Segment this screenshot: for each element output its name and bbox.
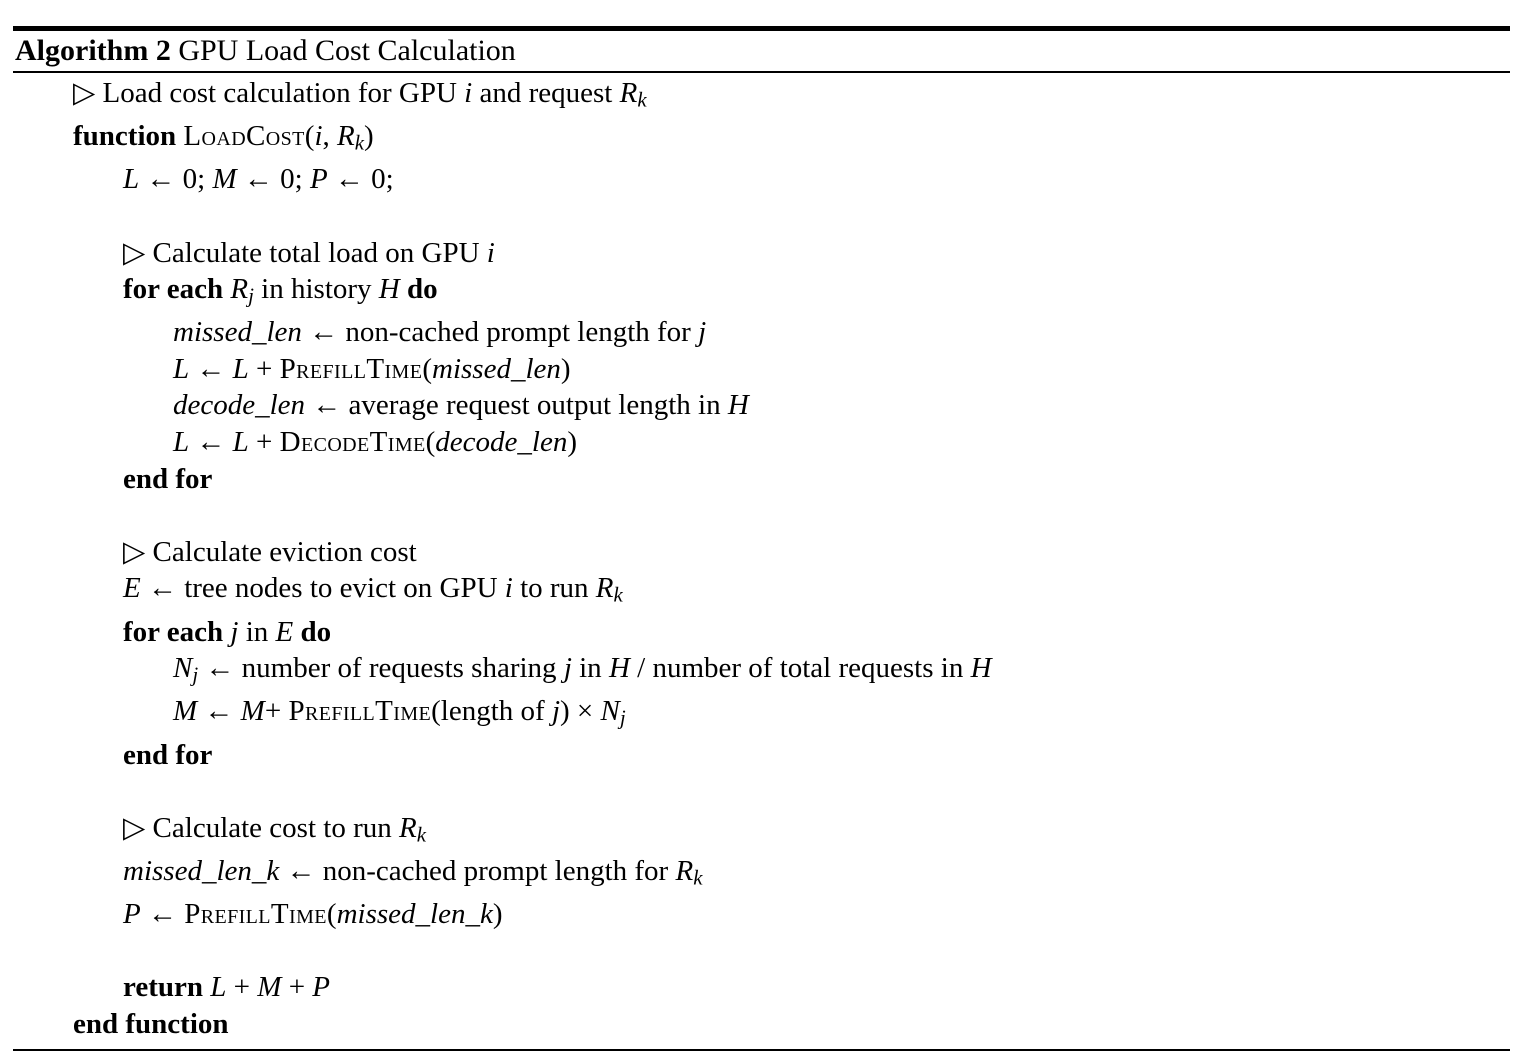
code-segment: DecodeTime [279, 426, 426, 459]
code-segment: + [264, 695, 289, 728]
code-segment: j [698, 316, 707, 349]
code-segment: E [275, 615, 294, 648]
code-segment: do [300, 615, 332, 648]
code-segment: decode_len [435, 426, 568, 459]
code-line [13, 650, 1510, 693]
code-segment: ) [363, 120, 374, 153]
code-segment: H [608, 652, 630, 685]
algorithm-header [13, 31, 1510, 71]
code-segment: j [551, 695, 561, 728]
code-line [13, 693, 1510, 736]
code-segment: L [123, 163, 140, 196]
code-segment: ( [422, 352, 432, 385]
code-segment: in [571, 652, 609, 685]
blank-line [13, 773, 1510, 810]
algorithm-block [13, 26, 1510, 1051]
code-segment: for each [123, 273, 231, 306]
code-segment: ← number of requests sharing [198, 652, 564, 685]
algorithm-label: Algorithm 2 [15, 34, 171, 67]
code-segment: , [322, 120, 337, 153]
code-line [13, 810, 1510, 853]
code-segment: missed_len_k [123, 854, 280, 887]
code-segment: M [240, 695, 265, 728]
code-segment: E [123, 572, 141, 605]
code-segment: ← [197, 695, 241, 728]
code-line [13, 235, 1510, 272]
code-segment: j [619, 705, 626, 730]
algorithm-body [13, 73, 1510, 1049]
code-segment: ) [567, 426, 578, 459]
code-line [13, 969, 1510, 1006]
code-segment: in history [253, 273, 379, 306]
code-segment: ) [492, 898, 503, 931]
code-line [13, 75, 1510, 118]
code-segment: R [675, 854, 694, 887]
code-segment: H [727, 389, 749, 422]
code-segment: P [312, 971, 331, 1004]
code-line [13, 853, 1510, 896]
code-line [13, 161, 1510, 198]
code-line [13, 614, 1510, 651]
code-segment: i [504, 572, 513, 605]
code-segment: R [230, 273, 249, 306]
code-line [13, 387, 1510, 424]
code-segment: j [563, 652, 572, 685]
code-segment: for each [123, 615, 231, 648]
code-segment: ▷ Load cost calculation for GPU [73, 77, 465, 109]
code-segment: return [123, 971, 211, 1004]
code-segment: ▷ Calculate cost to run [123, 811, 399, 844]
code-segment: k [613, 583, 623, 608]
code-segment: function [73, 120, 184, 153]
code-segment: + [226, 971, 258, 1004]
code-segment: i [314, 120, 323, 153]
algorithm-title: GPU Load Cost Calculation [170, 34, 516, 67]
code-line [13, 351, 1510, 388]
code-segment: LoadCost [183, 120, 305, 153]
code-segment: ) [560, 352, 571, 385]
code-segment: M [173, 695, 198, 728]
code-line [13, 118, 1510, 161]
code-segment: decode_len [173, 389, 306, 422]
code-segment: k [693, 865, 703, 890]
code-segment: ▷ Calculate eviction cost [123, 535, 417, 568]
code-segment: ( [425, 426, 436, 459]
code-segment: k [416, 822, 426, 847]
code-line [13, 737, 1510, 774]
code-segment: R [595, 572, 614, 605]
code-segment: L [173, 426, 190, 459]
code-segment: M [212, 163, 237, 196]
code-line [13, 271, 1510, 314]
code-line [13, 461, 1510, 498]
code-line [13, 896, 1510, 933]
code-segment: PrefillTime [184, 898, 327, 931]
code-segment: ← 0; [236, 163, 310, 196]
code-segment: ( [326, 898, 337, 931]
code-segment [400, 273, 407, 305]
code-segment: L [173, 352, 190, 385]
code-segment: (length of [431, 695, 552, 728]
code-segment: H [970, 652, 992, 685]
code-segment: ← tree nodes to evict on GPU [140, 572, 505, 605]
code-segment: ← [140, 898, 185, 931]
code-segment: L [232, 426, 249, 459]
code-segment: j [192, 662, 199, 687]
code-segment: PrefillTime [279, 352, 423, 385]
code-segment: i [486, 236, 495, 269]
code-segment: + [248, 426, 280, 459]
code-segment: ← 0; [139, 163, 213, 196]
code-segment: in [238, 615, 276, 648]
code-line [13, 1006, 1510, 1043]
code-segment: do [407, 273, 438, 306]
code-segment: R [337, 120, 355, 153]
code-segment: missed_len [432, 352, 561, 385]
code-segment: L [210, 971, 227, 1004]
code-segment: j [230, 615, 239, 648]
code-segment: k [637, 87, 647, 112]
code-segment: ▷ Calculate total load on GPU [123, 236, 487, 269]
code-line [13, 570, 1510, 613]
code-segment: R [619, 77, 638, 109]
code-segment: P [123, 898, 141, 931]
code-line [13, 534, 1510, 571]
blank-line [13, 933, 1510, 970]
code-segment: R [398, 811, 417, 844]
code-segment: end for [123, 738, 213, 771]
code-segment: missed_len_k [336, 898, 493, 931]
code-segment: ) × [560, 695, 601, 728]
code-segment: N [600, 695, 620, 728]
code-segment: ← non-cached prompt length for [279, 854, 676, 887]
code-segment: ← [189, 352, 233, 385]
code-segment: ← non-cached prompt length for [301, 316, 699, 349]
code-segment: / number of total requests in [629, 652, 971, 685]
code-line [13, 314, 1510, 351]
code-segment: N [173, 652, 193, 685]
code-segment: end for [123, 462, 213, 495]
blank-line [13, 497, 1510, 534]
code-segment: end function [73, 1007, 229, 1040]
code-segment: L [232, 352, 249, 385]
code-segment: and request [472, 77, 620, 109]
code-segment: k [354, 130, 364, 155]
code-segment: + [281, 971, 313, 1004]
code-segment: i [464, 77, 473, 109]
blank-line [13, 198, 1510, 235]
code-segment: H [378, 273, 400, 306]
code-segment: to run [512, 572, 596, 605]
code-segment: + [248, 352, 280, 385]
code-segment: ← 0; [327, 163, 394, 196]
code-segment: P [309, 163, 328, 196]
code-segment: ( [304, 120, 315, 153]
code-segment: ← [189, 426, 233, 459]
code-segment: j [248, 283, 254, 308]
code-line [13, 424, 1510, 461]
code-segment: M [257, 971, 282, 1004]
code-segment: ← average request output length in [305, 389, 728, 422]
code-segment: PrefillTime [288, 695, 432, 728]
code-segment: missed_len [173, 316, 302, 349]
